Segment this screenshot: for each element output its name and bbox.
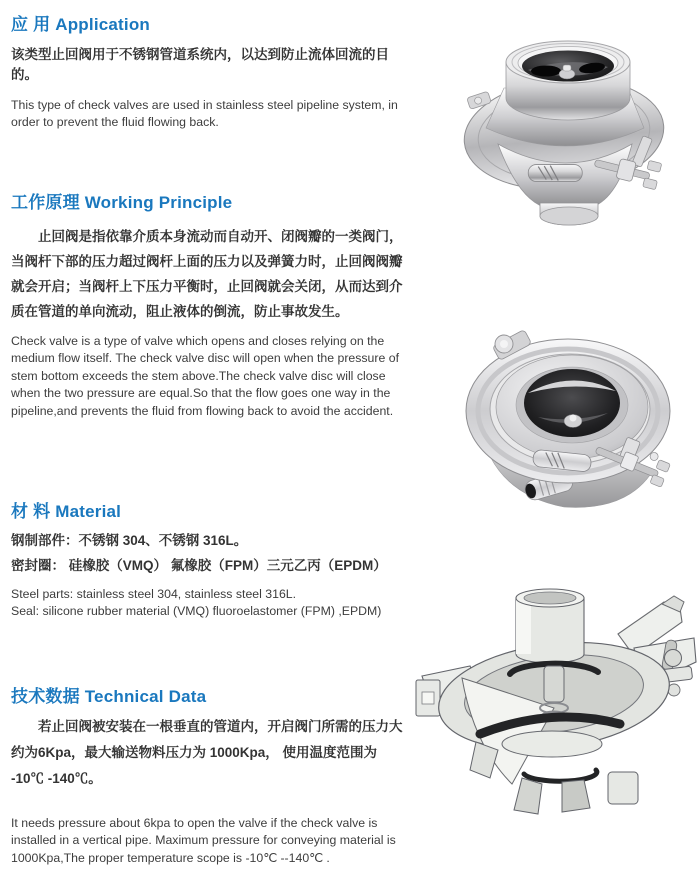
application-en-paragraph: This type of check valves are used in stainless steel pipeline system, in order to prevent the fluid flowing back. xyxy=(11,98,398,130)
valve-mouth-interior xyxy=(522,51,614,82)
section-heading-technical-data: 技术数据 Technical Data xyxy=(11,687,207,706)
application-zh-paragraph: 该类型止回阀用于不锈钢管道系统内，以达到防止流体回流的目的。 xyxy=(11,47,389,82)
check-valve-cutaway-illustration xyxy=(412,582,698,818)
material-en-block xyxy=(11,586,413,621)
check-valve-cutaway-render xyxy=(412,582,698,818)
section-working-principle xyxy=(11,192,413,420)
technical-data-zh-paragraph: 若止回阀被安装在一根垂直的管道内，开启阀门所需的压力大约为6Kpa，最大输送物料压力为 1000Kpa， 使用温度范围为 -10℃ -140℃。 xyxy=(11,719,403,786)
technical-data-en-paragraph: It needs pressure about 6kpa to open the valve if the check valve is installed in a vertical pipe. Maximum pressure for conveying material is 1000Kpa,The proper temperature scope is -10℃ --140℃ . xyxy=(11,816,396,865)
section-material xyxy=(11,501,413,621)
check-valve-top-illustration xyxy=(452,325,698,513)
technical-data-en-block xyxy=(11,815,413,867)
section-heading-working-principle: 工作原理 Working Principle xyxy=(11,193,233,212)
working-principle-zh-paragraph: 止回阀是指依靠介质本身流动而自动开、闭阀瓣的一类阀门，当阀杆下部的压力超过阀杆上面的压力以及弹簧力时，止回阀阀瓣就会开启；当阀杆上下压力平衡时，止回阀就会关闭，从而达到介质在管道的单向流动，阻止液体的倒流，防止事故发生。 xyxy=(11,229,403,319)
material-zh-line-seal: 密封圈： 硅橡胶（VMQ） 氟橡胶（FPM）三元乙丙（EPDM） xyxy=(11,558,387,573)
material-en-line-steel: Steel parts: stainless steel 304, stainless steel 316L. xyxy=(11,587,297,601)
material-zh-line-steel: 钢制部件：不锈钢 304、不锈钢 316L。 xyxy=(11,533,248,548)
cutaway-top-port xyxy=(516,589,584,663)
check-valve-side-illustration xyxy=(440,10,696,232)
working-principle-en-paragraph: Check valve is a type of valve which opens and closes relying on the medium flow itself. The check valve disc will open when the pressure of stem bottom exceeds the stem above.The check valve disc will close when the two pressure are equal.So that the flow goes one way in the pipeline,and prevents the fluid from flowing back to avoid the accident. xyxy=(11,334,399,418)
section-heading-application: 应 用 Application xyxy=(11,15,150,34)
section-heading-material: 材 料 Material xyxy=(11,502,122,521)
material-en-line-seal: Seal: silicone rubber material (VMQ) fluoroelastomer (FPM) ,EPDM) xyxy=(11,604,382,619)
check-valve-photo-top-view xyxy=(452,325,698,513)
section-application xyxy=(11,14,413,132)
check-valve-photo-side-view xyxy=(440,10,696,232)
section-technical-data xyxy=(11,686,413,867)
valve-bottom-ferrule xyxy=(540,203,598,225)
